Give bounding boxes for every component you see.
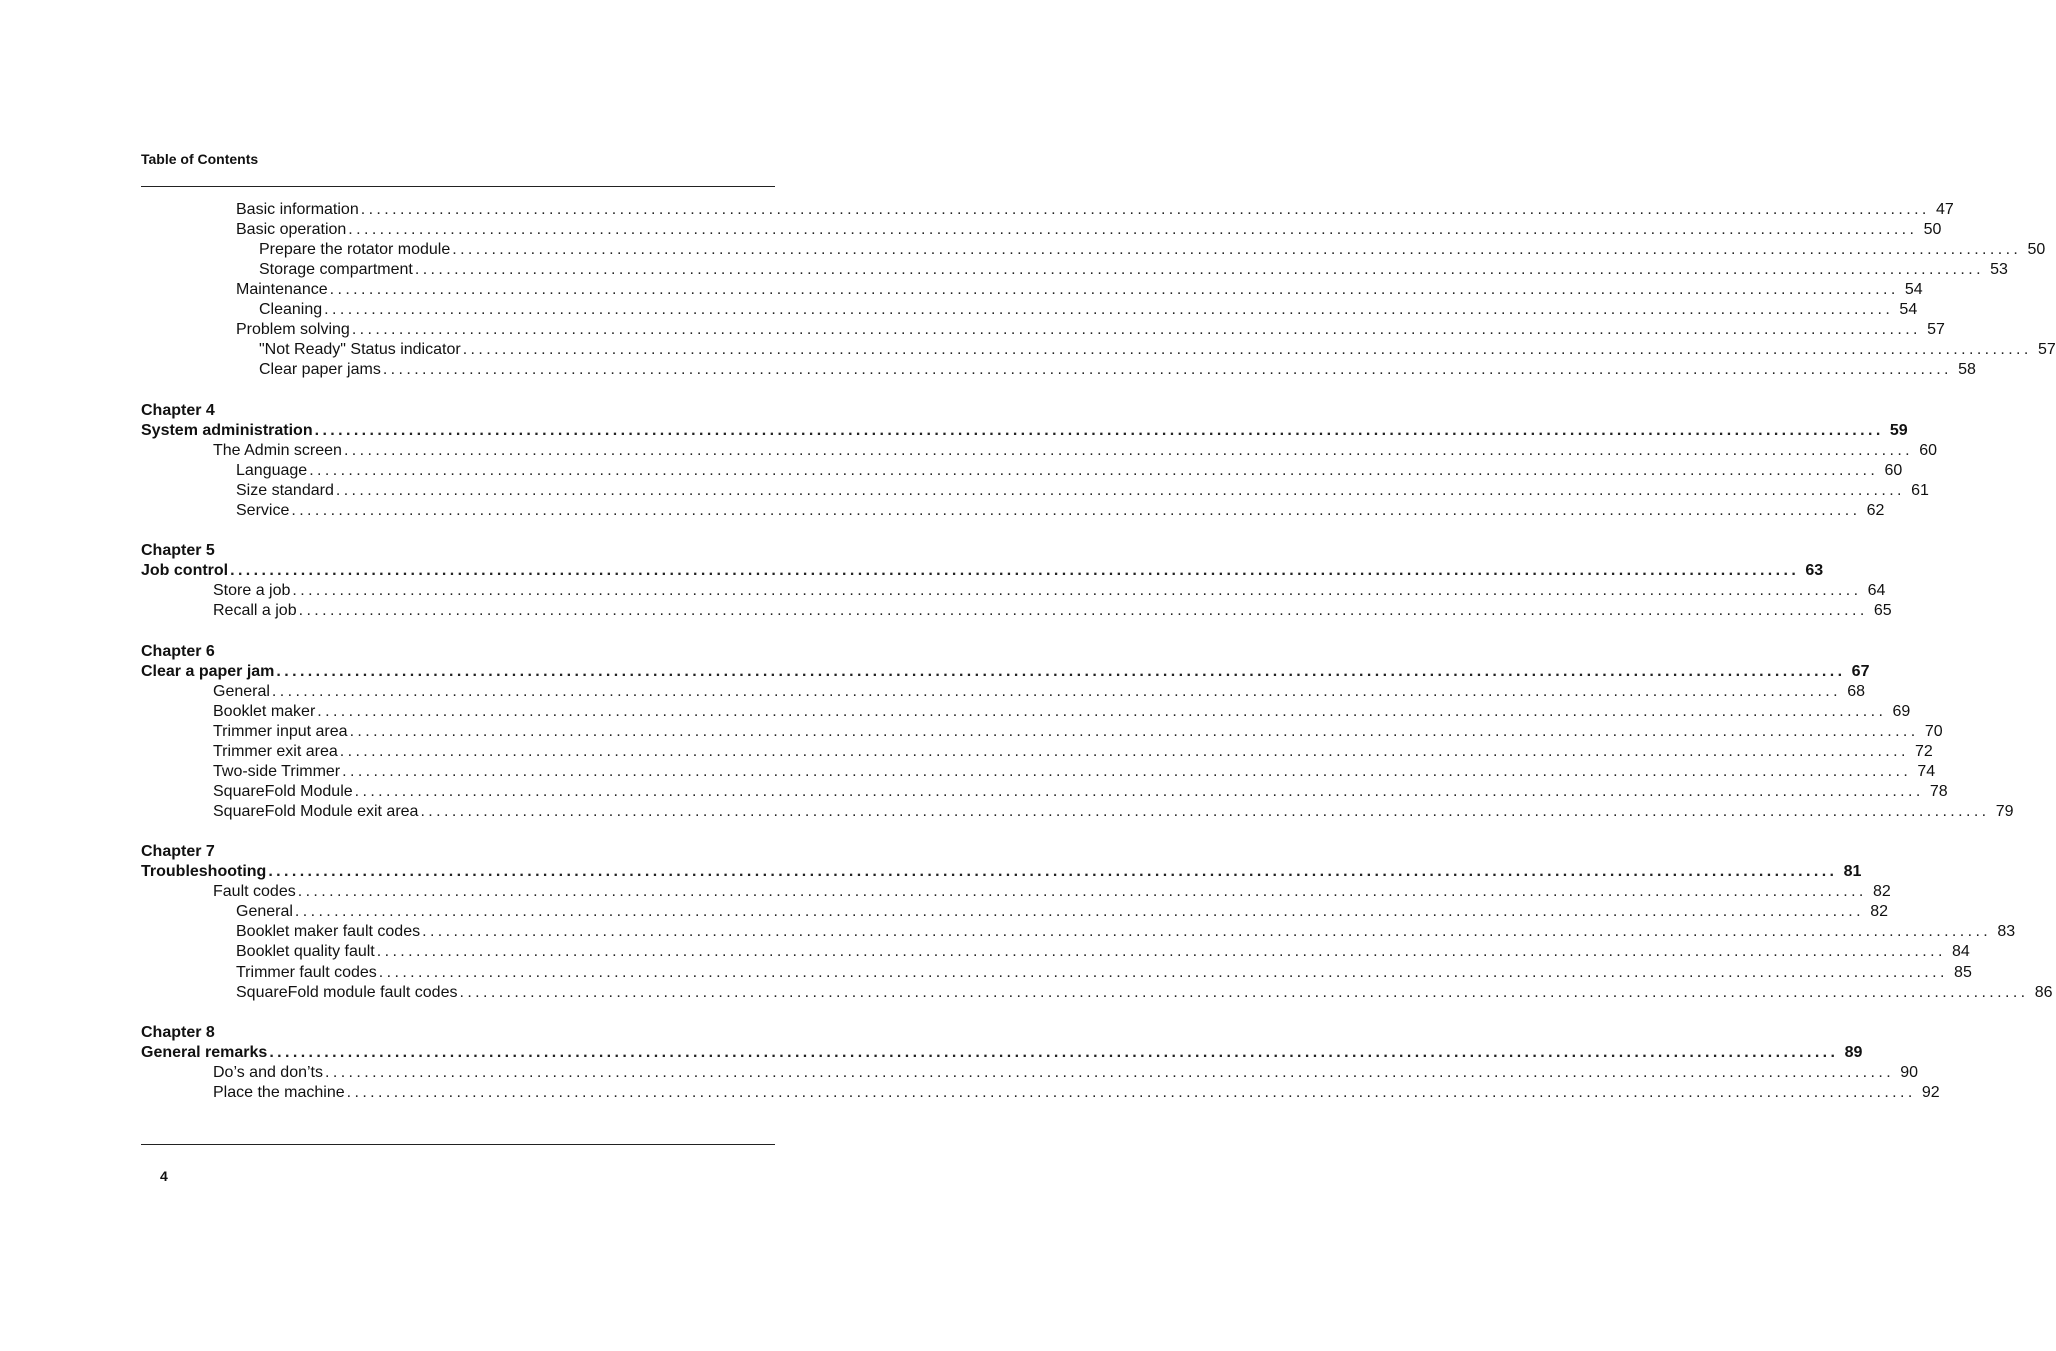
toc-entry-page: 81 (1843, 863, 1862, 881)
dot-leader: ........................................................................................................................................................................................................ (360, 201, 1930, 218)
toc-entry-page: 68 (1847, 682, 1865, 700)
toc-entry-page: 62 (1866, 501, 1885, 519)
toc-entry-title: Trimmer input area (213, 722, 348, 740)
toc-entry-page: 61 (1911, 481, 1929, 499)
toc-entry[interactable] (141, 782, 1948, 802)
toc-entry-title: Size standard (236, 481, 334, 499)
dot-leader: ........................................................................................................................................................................................................ (459, 983, 2029, 1001)
dot-leader: ........................................................................................................................................................................................................ (349, 722, 1919, 740)
dot-leader: ........................................................................................................................................................................................................ (230, 562, 1800, 580)
toc-entry[interactable] (141, 320, 1945, 340)
toc-entry[interactable] (141, 501, 1885, 521)
dot-leader: ........................................................................................................................................................................................................ (452, 241, 2022, 259)
dot-leader: ........................................................................................................................................................................................................ (325, 1063, 1895, 1081)
toc-entry-page: 70 (1924, 722, 1943, 740)
chapter-heading: Chapter 7 (141, 843, 215, 861)
toc-entry-title: Service (236, 501, 290, 519)
toc-entry[interactable] (141, 942, 1970, 962)
toc-entry[interactable] (141, 1063, 1919, 1083)
toc-entry[interactable] (141, 280, 1923, 300)
toc-entry-page: 82 (1870, 903, 1888, 921)
toc-entry-title: Trimmer fault codes (236, 963, 377, 981)
toc-entry-page: 63 (1805, 562, 1824, 580)
toc-entry-page: 60 (1919, 441, 1938, 459)
toc-entry[interactable] (141, 300, 1918, 320)
toc-entry[interactable] (141, 702, 1911, 722)
toc-entry-page: 59 (1889, 421, 1908, 439)
toc-entry[interactable] (141, 220, 1942, 240)
toc-entry-title: Booklet quality fault (236, 943, 375, 961)
dot-leader: ........................................................................................................................................................................................................ (271, 682, 1841, 700)
chapter-heading: Chapter 6 (141, 642, 215, 660)
toc-entry-page: 89 (1844, 1043, 1863, 1061)
toc-entry-title: Trimmer exit area (213, 742, 338, 760)
footer-rule (141, 1144, 775, 1145)
toc-entry-title: System administration (141, 421, 313, 439)
toc-entry-page: 50 (1923, 221, 1942, 239)
toc-entry-title: The Admin screen (213, 441, 342, 459)
dot-leader: ........................................................................................................................................................................................................ (329, 281, 1899, 299)
toc-entry-page: 78 (1929, 782, 1948, 800)
toc-entry-page: 47 (1935, 201, 1954, 218)
toc-entry-title: Basic information (236, 201, 359, 218)
toc-entry-title: Troubleshooting (141, 863, 267, 881)
toc-entry-page: 65 (1873, 602, 1892, 620)
toc-chapter-entry[interactable] (141, 421, 1908, 441)
dot-leader: ........................................................................................................................................................................................................ (276, 662, 1846, 680)
toc-entry-title: Job control (141, 562, 229, 580)
toc-entry-title: Basic operation (236, 221, 347, 239)
toc-entry-page: 92 (1921, 1083, 1940, 1101)
toc-entry-title: Maintenance (236, 281, 328, 299)
chapter-heading: Chapter 5 (141, 542, 215, 560)
toc-entry-title: General (213, 682, 270, 700)
dot-leader: ........................................................................................................................................................................................................ (382, 361, 1952, 379)
toc-entry-page: 57 (1927, 321, 1945, 339)
toc-entry-title: General (236, 903, 293, 921)
chapter-heading: Chapter 4 (141, 401, 215, 419)
dot-leader: ........................................................................................................................................................................................................ (309, 461, 1879, 479)
toc-entry[interactable] (141, 601, 1892, 621)
toc-entry-title: Two-side Trimmer (213, 762, 341, 780)
toc-entry[interactable] (141, 240, 2046, 260)
toc-entry[interactable] (141, 762, 1936, 782)
toc-entry-title: Clear paper jams (259, 361, 381, 379)
toc-entry[interactable] (141, 722, 1943, 742)
toc-entry-title: Cleaning (259, 301, 323, 319)
toc-entry-title: Language (236, 461, 308, 479)
toc-entry[interactable] (141, 682, 1865, 702)
toc-entry[interactable] (141, 360, 1976, 380)
running-head: Table of Contents (141, 151, 259, 167)
toc-entry-title: Prepare the rotator module (259, 241, 451, 259)
toc-entry-title: Fault codes (213, 883, 296, 901)
toc-entry-page: 74 (1917, 762, 1936, 780)
toc-entry[interactable] (141, 802, 2014, 822)
toc-entry[interactable] (141, 481, 1929, 501)
chapter-heading: Chapter 8 (141, 1023, 215, 1041)
toc-chapter-entry[interactable] (141, 662, 1870, 682)
dot-leader: ........................................................................................................................................................................................................ (346, 1083, 1916, 1101)
dot-leader: ........................................................................................................................................................................................................ (317, 702, 1887, 720)
toc-entry-page: 58 (1958, 361, 1976, 379)
toc-entry[interactable] (141, 340, 2056, 360)
dot-leader: ........................................................................................................................................................................................................ (354, 782, 1924, 800)
toc-entry[interactable] (141, 922, 2016, 942)
dot-leader: ........................................................................................................................................................................................................ (414, 261, 1984, 279)
toc-chapter-entry[interactable] (141, 561, 1824, 581)
dot-leader: ........................................................................................................................................................................................................ (348, 221, 1918, 239)
toc-entry-page: 85 (1954, 963, 1972, 981)
toc-entry-title: "Not Ready" Status indicator (259, 341, 461, 359)
dot-leader: ........................................................................................................................................................................................................ (462, 341, 2032, 359)
toc-entry-page: 54 (1904, 281, 1923, 299)
toc-entry[interactable] (141, 441, 1938, 461)
toc-entry-page: 67 (1851, 662, 1870, 680)
toc-entry[interactable] (141, 461, 1903, 481)
dot-leader: ........................................................................................................................................................................................................ (298, 602, 1868, 620)
toc-entry[interactable] (141, 902, 1888, 922)
toc-entry-title: Storage compartment (259, 261, 413, 279)
toc-entry-page: 79 (1995, 802, 2014, 820)
toc-entry-page: 57 (2037, 341, 2056, 359)
header-rule (141, 186, 775, 187)
dot-leader: ........................................................................................................................................................................................................ (342, 762, 1912, 780)
toc-entry-title: Recall a job (213, 602, 297, 620)
dot-leader: ........................................................................................................................................................................................................ (351, 321, 1921, 339)
toc-entry[interactable] (141, 963, 1972, 983)
dot-leader: ........................................................................................................................................................................................................ (294, 903, 1864, 921)
toc-chapter-entry[interactable] (141, 862, 1862, 882)
toc-entry-page: 82 (1872, 883, 1891, 901)
toc-entry-page: 54 (1899, 301, 1918, 319)
toc-entry-title: Booklet maker (213, 702, 316, 720)
dot-leader: ........................................................................................................................................................................................................ (378, 963, 1948, 981)
dot-leader: ........................................................................................................................................................................................................ (291, 501, 1861, 519)
toc-entry-page: 72 (1915, 742, 1933, 760)
dot-leader: ........................................................................................................................................................................................................ (422, 923, 1992, 941)
toc-entry-page: 86 (2034, 983, 2053, 1001)
dot-leader: ........................................................................................................................................................................................................ (335, 481, 1905, 499)
dot-leader: ........................................................................................................................................................................................................ (324, 301, 1894, 319)
toc-entry-page: 53 (1990, 261, 2008, 279)
toc-entry[interactable] (141, 260, 2008, 280)
toc-entry[interactable] (141, 983, 2053, 1003)
toc-entry-title: Booklet maker fault codes (236, 923, 421, 941)
toc-entry-title: Do’s and don’ts (213, 1063, 323, 1081)
toc-entry-title: Clear a paper jam (141, 662, 275, 680)
dot-leader: ........................................................................................................................................................................................................ (269, 1043, 1839, 1061)
toc-entry-page: 64 (1867, 582, 1886, 600)
page-number: 4 (160, 1168, 168, 1184)
dot-leader: ........................................................................................................................................................................................................ (314, 421, 1884, 439)
toc-entry[interactable] (141, 581, 1886, 601)
toc-entry-title: General remarks (141, 1043, 268, 1061)
toc-entry-page: 69 (1892, 702, 1911, 720)
toc-entry-title: Place the machine (213, 1083, 345, 1101)
toc-entry-page: 50 (2027, 241, 2046, 259)
toc-entry[interactable] (141, 882, 1891, 902)
toc-entry-title: Store a job (213, 582, 291, 600)
dot-leader: ........................................................................................................................................................................................................ (292, 582, 1862, 600)
toc-entry-page: 60 (1884, 461, 1903, 479)
toc-entry-page: 84 (1952, 943, 1970, 961)
dot-leader: ........................................................................................................................................................................................................ (339, 742, 1909, 760)
toc-entry[interactable] (141, 742, 1933, 762)
toc-entry-page: 83 (1997, 923, 2016, 941)
dot-leader: ........................................................................................................................................................................................................ (343, 441, 1914, 459)
toc-entry-title: SquareFold Module exit area (213, 802, 419, 820)
toc-entry-title: Problem solving (236, 321, 350, 339)
toc-entry[interactable] (141, 200, 1954, 220)
dot-leader: ........................................................................................................................................................................................................ (268, 863, 1838, 881)
toc-entry[interactable] (141, 1083, 1940, 1103)
dot-leader: ........................................................................................................................................................................................................ (297, 883, 1867, 901)
toc-entry-title: SquareFold Module (213, 782, 353, 800)
toc-entry-page: 90 (1900, 1063, 1919, 1081)
dot-leader: ........................................................................................................................................................................................................ (376, 943, 1946, 961)
dot-leader: ........................................................................................................................................................................................................ (420, 802, 1990, 820)
toc-chapter-entry[interactable] (141, 1043, 1863, 1063)
toc-entry-title: SquareFold module fault codes (236, 983, 458, 1001)
